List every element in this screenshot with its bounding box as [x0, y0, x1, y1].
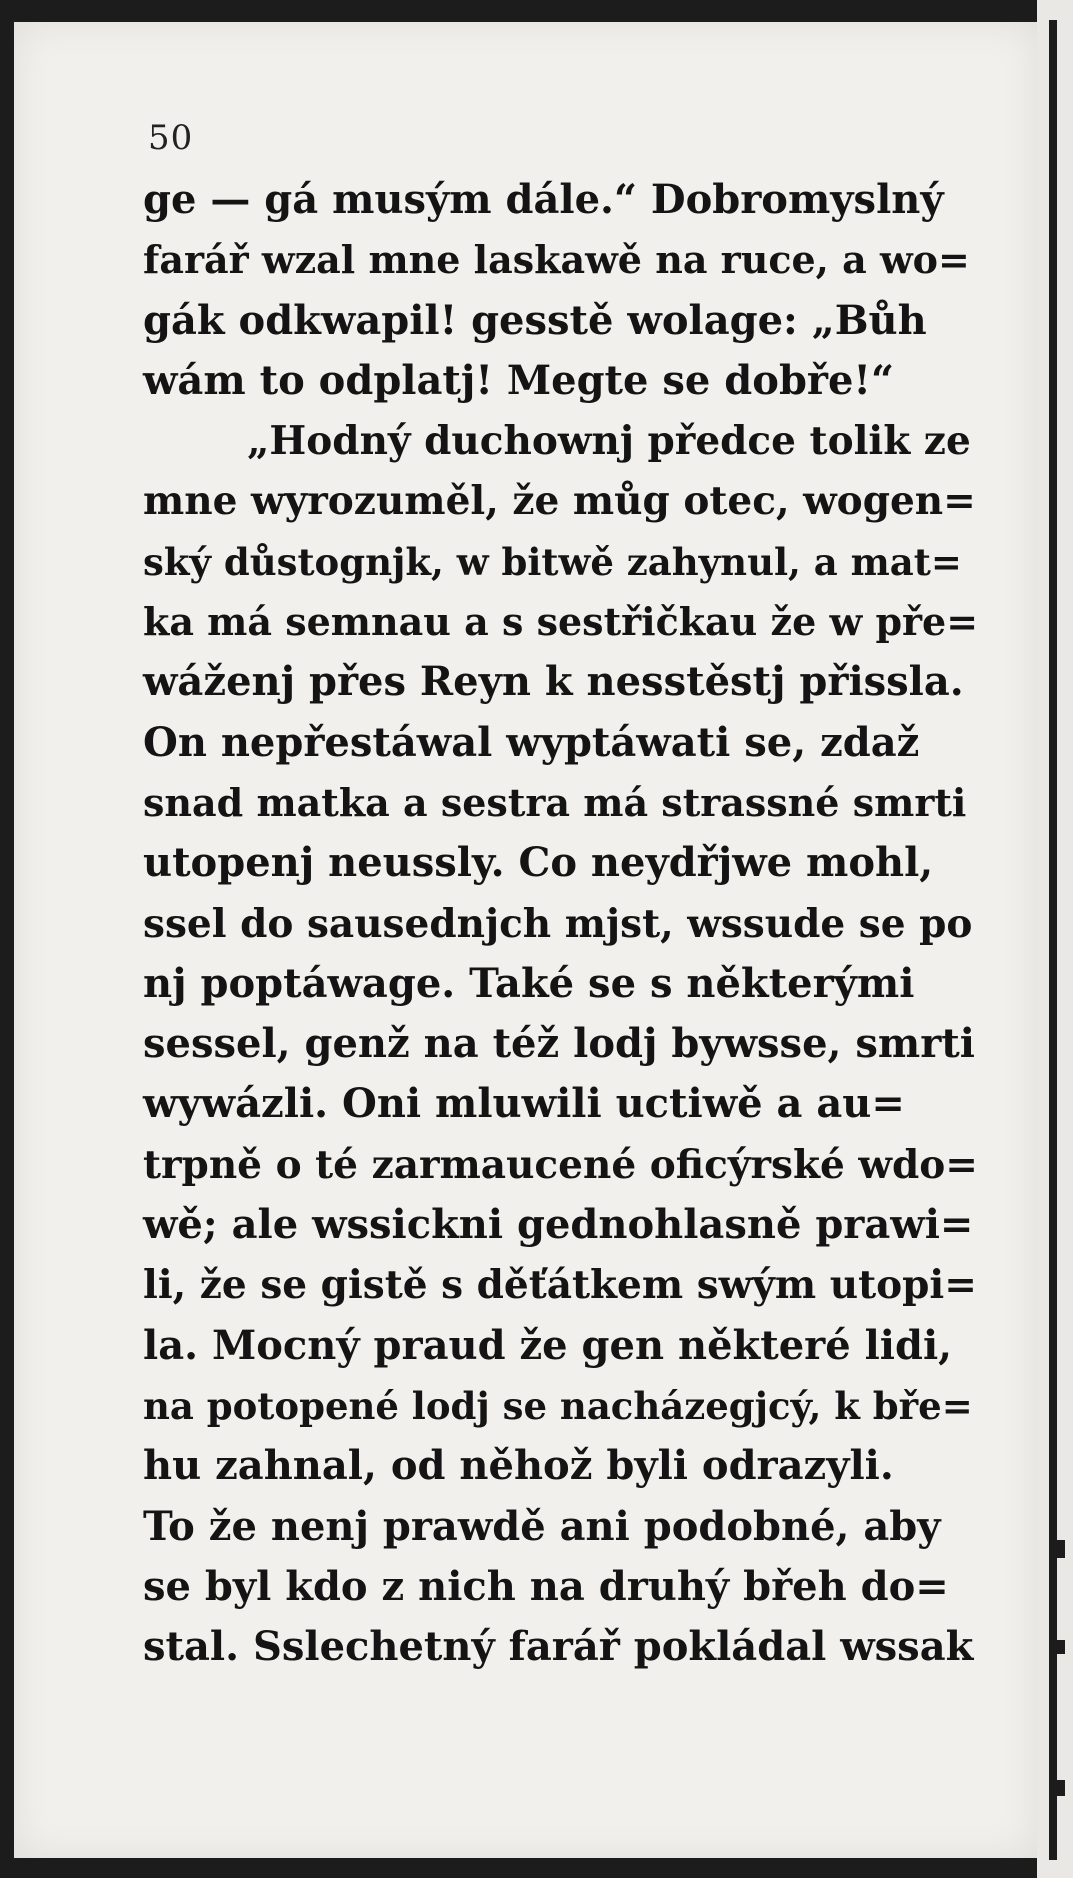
paragraph-start-line: „Hodný duchownj předce tolik ze	[247, 418, 971, 465]
ink-speck	[1055, 1780, 1065, 1796]
page-number: 50	[148, 118, 194, 158]
text-line: ský důstognjk, w bitwě zahynul, a mat=	[143, 539, 962, 584]
text-line: wám to odplatj! Megte se dobře!“	[143, 356, 894, 404]
text-line: li, že se gistě s děťátkem swým utopi=	[143, 1262, 977, 1309]
text-line: To že nenj prawdě ani podobné, aby	[143, 1502, 941, 1550]
text-line: ge — gá musým dále.“ Dobromyslný	[143, 176, 944, 223]
text-line: na potopené lodj se nacházegjcý, k bře=	[143, 1383, 973, 1428]
text-line: utopenj neussly. Co neydřjwe mohl,	[143, 839, 934, 887]
text-line: wywázli. Oni mluwili uctiwě a au=	[143, 1080, 905, 1128]
text-line: nj poptáwage. Také se s některými	[143, 959, 915, 1007]
text-line: stal. Sslechetný farář pokládal wssak	[143, 1623, 974, 1671]
text-line: On nepřestáwal wyptáwati se, zdaž	[143, 718, 920, 766]
text-line: hu zahnal, od něhož byli odrazyli.	[143, 1442, 894, 1490]
text-line: farář wzal mne laskawě na ruce, a wo=	[143, 237, 970, 283]
text-line: ka má semnau a s sestřičkau že w pře=	[143, 599, 979, 645]
ink-speck	[1055, 1640, 1065, 1654]
text-line: sessel, genž na též lodj bywsse, smrti	[143, 1020, 975, 1068]
text-line: gák odkwapil! gesstě wolage: „Bůh	[143, 296, 927, 344]
adjacent-page-edge	[1037, 0, 1073, 1878]
page-edge-shadow	[1049, 20, 1057, 1860]
text-line: se byl kdo z nich na druhý břeh do=	[143, 1562, 949, 1610]
body-text	[143, 170, 981, 1677]
text-line: trpně o té zarmaucené oficýrské wdo=	[143, 1141, 978, 1188]
ink-speck	[1055, 1540, 1065, 1558]
text-line: snad matka a sestra má strassné smrti	[143, 779, 967, 825]
text-line: ssel do sausednjch mjst, wssude se po	[143, 900, 973, 947]
text-line: wáženj přes Reyn k nesstěstj přissla.	[143, 658, 964, 706]
text-line: wě; ale wssickni gednohlasně prawi=	[143, 1201, 974, 1249]
text-line: mne wyrozuměl, že můg otec, wogen=	[143, 478, 976, 525]
text-line: la. Mocný praud že gen některé lidi,	[143, 1321, 953, 1369]
